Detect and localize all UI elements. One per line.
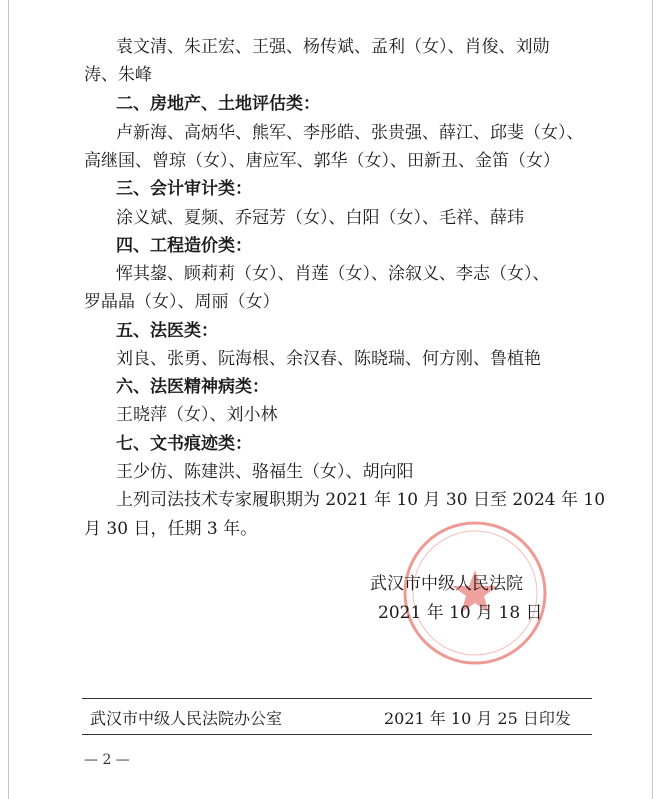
section-heading: 二、房地产、土地评估类： — [116, 94, 320, 114]
section-heading: 四、工程造价类： — [116, 236, 252, 256]
body-line: 恽其鋆、顾莉莉（女）、肖莲（女）、涂叙义、李志（女）、 — [116, 264, 550, 284]
issue-date: 2021 年 10 月 18 日 — [378, 603, 543, 623]
section-heading: 七、文书痕迹类： — [116, 434, 252, 454]
body-line: 王少仿、陈建洪、骆福生（女）、胡向阳 — [116, 462, 414, 482]
footer-rule-top — [82, 698, 592, 699]
body-line: 卢新海、高炳华、熊军、李彤皓、张贵强、薛江、邱斐（女）、 — [116, 123, 584, 143]
body-line: 袁文清、朱正宏、王强、杨传斌、孟利（女）、肖俊、刘勋 — [116, 37, 550, 57]
footer-print-date: 2021 年 10 月 25 日印发 — [384, 709, 571, 728]
page-number: — 2 — — [84, 752, 130, 768]
edge-left — [8, 0, 9, 799]
body-line: 上列司法技术专家履职期为 2021 年 10 月 30 日至 2024 年 10 — [116, 490, 606, 510]
edge-right — [652, 0, 653, 799]
body-line: 涛、朱峰 — [84, 65, 152, 85]
footer-office: 武汉市中级人民法院办公室 — [90, 709, 283, 728]
body-line: 高继国、曾琼（女）、唐应军、郭华（女）、田新丑、金笛（女） — [84, 151, 560, 171]
body-line: 涂义斌、夏频、乔冠芳（女）、白阳（女）、毛祥、薛玮 — [116, 208, 524, 228]
body-line: 刘良、张勇、阮海根、余汉春、陈晓瑞、何方刚、鲁植艳 — [116, 349, 541, 369]
issuer-name: 武汉市中级人民法院 — [370, 574, 523, 594]
section-heading: 五、法医类： — [116, 321, 218, 341]
body-line: 罗晶晶（女）、周丽（女） — [84, 292, 280, 312]
body-line: 王晓萍（女）、刘小林 — [116, 405, 278, 425]
footer-rule-bottom — [82, 734, 592, 735]
body-line: 月 30 日，任期 3 年。 — [84, 519, 258, 539]
section-heading: 三、会计审计类： — [116, 179, 252, 199]
section-heading: 六、法医精神病类： — [116, 377, 269, 397]
